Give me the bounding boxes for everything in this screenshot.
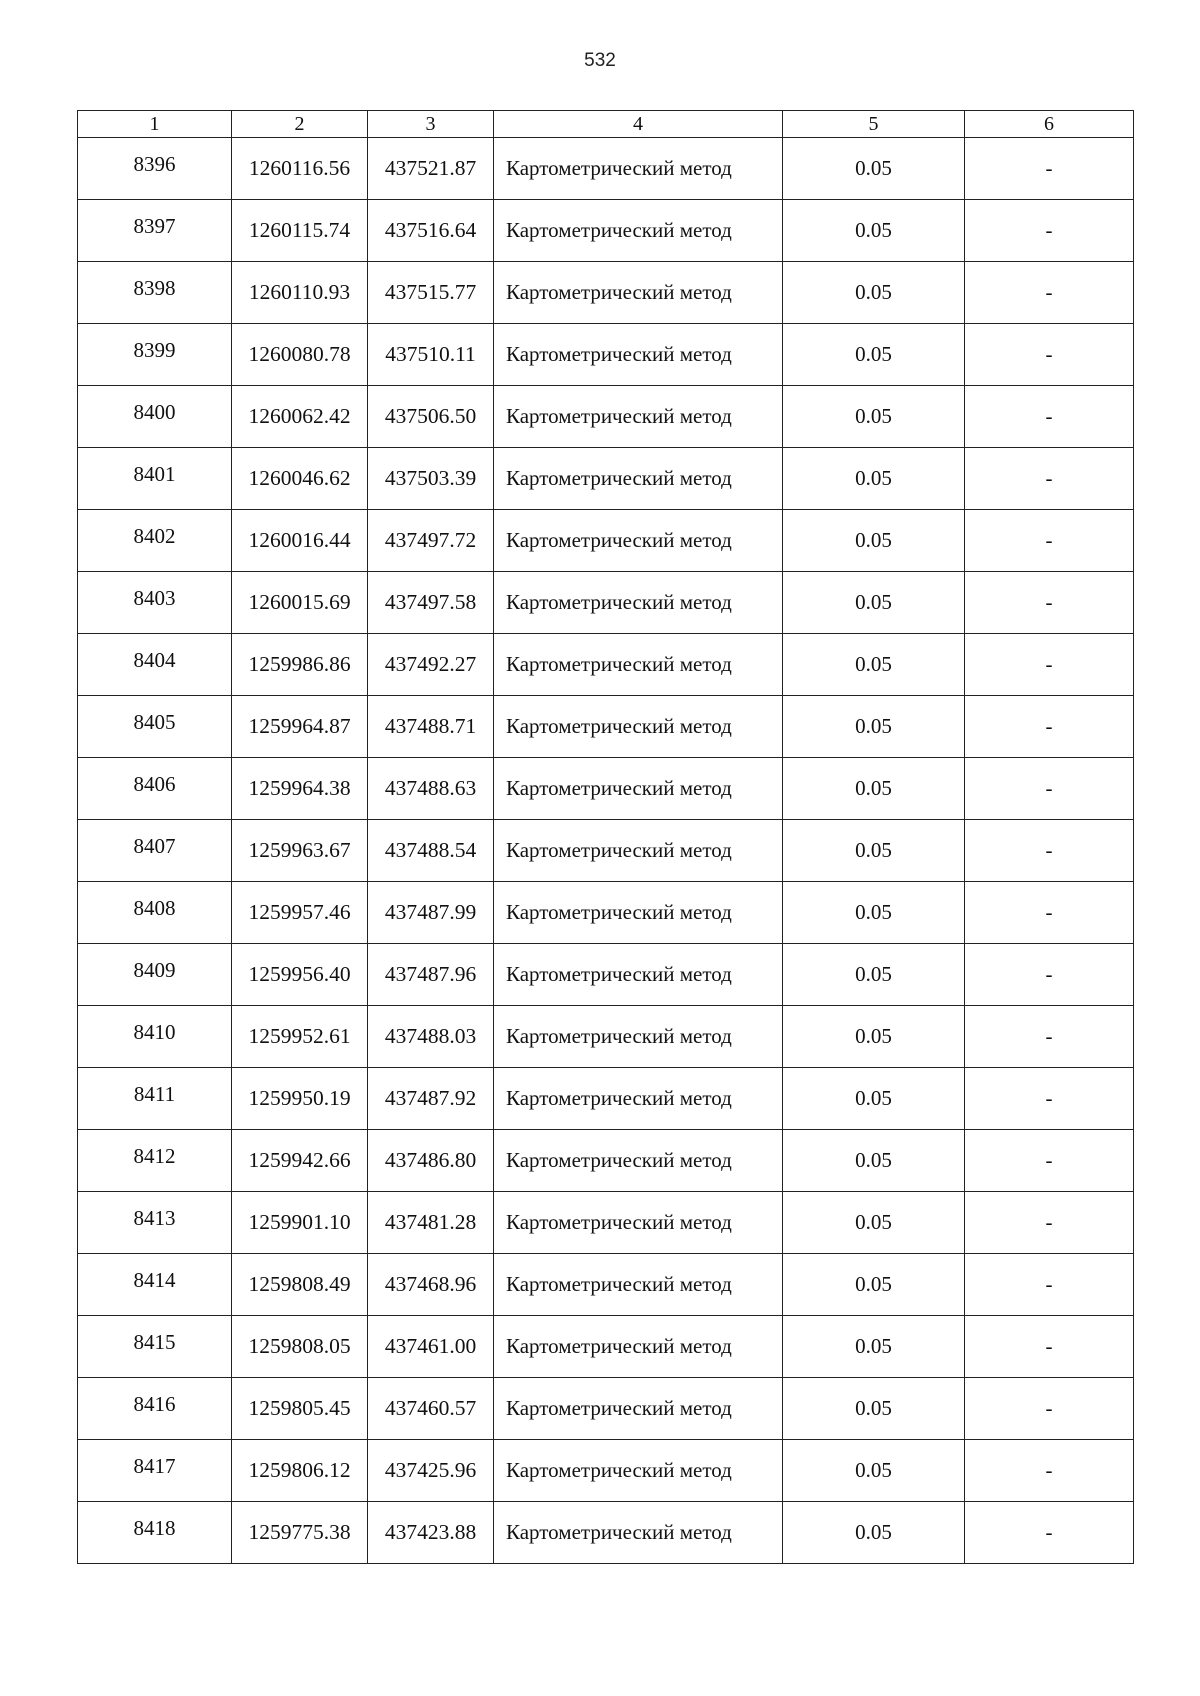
x-coordinate-cell: 1259986.86 [232, 634, 368, 696]
note-cell: - [965, 1440, 1134, 1502]
error-cell: 0.05 [783, 138, 965, 200]
point-number-cell: 8401 [78, 448, 232, 510]
table-row [78, 386, 1134, 448]
note-cell: - [965, 448, 1134, 510]
header-col-6: 6 [965, 111, 1134, 138]
point-number-cell: 8408 [78, 882, 232, 944]
y-coordinate-cell: 437487.99 [368, 882, 494, 944]
y-coordinate-cell: 437497.58 [368, 572, 494, 634]
header-col-1: 1 [78, 111, 232, 138]
method-cell: Картометрический метод [494, 1440, 783, 1502]
method-cell: Картометрический метод [494, 1006, 783, 1068]
point-number-cell: 8397 [78, 200, 232, 262]
error-cell: 0.05 [783, 200, 965, 262]
note-cell: - [965, 1316, 1134, 1378]
note-cell: - [965, 200, 1134, 262]
y-coordinate-cell: 437481.28 [368, 1192, 494, 1254]
x-coordinate-cell: 1259806.12 [232, 1440, 368, 1502]
note-cell: - [965, 1502, 1134, 1564]
error-cell: 0.05 [783, 1254, 965, 1316]
y-coordinate-cell: 437492.27 [368, 634, 494, 696]
x-coordinate-cell: 1260116.56 [232, 138, 368, 200]
table-row [78, 1254, 1134, 1316]
note-cell: - [965, 696, 1134, 758]
table-row [78, 1130, 1134, 1192]
error-cell: 0.05 [783, 386, 965, 448]
method-cell: Картометрический метод [494, 944, 783, 1006]
table-row [78, 262, 1134, 324]
error-cell: 0.05 [783, 882, 965, 944]
table-row [78, 324, 1134, 386]
error-cell: 0.05 [783, 696, 965, 758]
y-coordinate-cell: 437488.63 [368, 758, 494, 820]
note-cell: - [965, 138, 1134, 200]
y-coordinate-cell: 437461.00 [368, 1316, 494, 1378]
header-col-3: 3 [368, 111, 494, 138]
point-number-cell: 8400 [78, 386, 232, 448]
x-coordinate-cell: 1259964.87 [232, 696, 368, 758]
point-number-cell: 8412 [78, 1130, 232, 1192]
x-coordinate-cell: 1260046.62 [232, 448, 368, 510]
point-number-cell: 8417 [78, 1440, 232, 1502]
x-coordinate-cell: 1259805.45 [232, 1378, 368, 1440]
note-cell: - [965, 1130, 1134, 1192]
point-number-cell: 8415 [78, 1316, 232, 1378]
table-row [78, 1440, 1134, 1502]
table-row [78, 944, 1134, 1006]
table-row [78, 572, 1134, 634]
method-cell: Картометрический метод [494, 820, 783, 882]
error-cell: 0.05 [783, 634, 965, 696]
x-coordinate-cell: 1260115.74 [232, 200, 368, 262]
note-cell: - [965, 634, 1134, 696]
y-coordinate-cell: 437521.87 [368, 138, 494, 200]
note-cell: - [965, 1068, 1134, 1130]
point-number-cell: 8399 [78, 324, 232, 386]
point-number-cell: 8407 [78, 820, 232, 882]
header-col-4: 4 [494, 111, 783, 138]
method-cell: Картометрический метод [494, 1378, 783, 1440]
note-cell: - [965, 1378, 1134, 1440]
y-coordinate-cell: 437510.11 [368, 324, 494, 386]
x-coordinate-cell: 1259963.67 [232, 820, 368, 882]
table-row [78, 448, 1134, 510]
point-number-cell: 8416 [78, 1378, 232, 1440]
error-cell: 0.05 [783, 1006, 965, 1068]
y-coordinate-cell: 437425.96 [368, 1440, 494, 1502]
table-row [78, 1316, 1134, 1378]
note-cell: - [965, 386, 1134, 448]
table-row [78, 138, 1134, 200]
method-cell: Картометрический метод [494, 1130, 783, 1192]
note-cell: - [965, 882, 1134, 944]
table-body [78, 138, 1134, 1564]
error-cell: 0.05 [783, 572, 965, 634]
point-number-cell: 8406 [78, 758, 232, 820]
error-cell: 0.05 [783, 944, 965, 1006]
x-coordinate-cell: 1259950.19 [232, 1068, 368, 1130]
table-row [78, 820, 1134, 882]
note-cell: - [965, 324, 1134, 386]
x-coordinate-cell: 1259964.38 [232, 758, 368, 820]
y-coordinate-cell: 437423.88 [368, 1502, 494, 1564]
point-number-cell: 8405 [78, 696, 232, 758]
x-coordinate-cell: 1260062.42 [232, 386, 368, 448]
x-coordinate-cell: 1259775.38 [232, 1502, 368, 1564]
y-coordinate-cell: 437488.03 [368, 1006, 494, 1068]
method-cell: Картометрический метод [494, 138, 783, 200]
method-cell: Картометрический метод [494, 758, 783, 820]
method-cell: Картометрический метод [494, 572, 783, 634]
method-cell: Картометрический метод [494, 510, 783, 572]
table-row [78, 758, 1134, 820]
x-coordinate-cell: 1259808.05 [232, 1316, 368, 1378]
table-row [78, 634, 1134, 696]
point-number-cell: 8413 [78, 1192, 232, 1254]
table-row [78, 1378, 1134, 1440]
method-cell: Картометрический метод [494, 882, 783, 944]
point-number-cell: 8410 [78, 1006, 232, 1068]
point-number-cell: 8404 [78, 634, 232, 696]
error-cell: 0.05 [783, 1068, 965, 1130]
y-coordinate-cell: 437460.57 [368, 1378, 494, 1440]
x-coordinate-cell: 1260016.44 [232, 510, 368, 572]
x-coordinate-cell: 1260080.78 [232, 324, 368, 386]
coordinates-table [77, 110, 1134, 1564]
point-number-cell: 8418 [78, 1502, 232, 1564]
x-coordinate-cell: 1260015.69 [232, 572, 368, 634]
note-cell: - [965, 262, 1134, 324]
y-coordinate-cell: 437488.54 [368, 820, 494, 882]
table-row [78, 1006, 1134, 1068]
table-row [78, 1502, 1134, 1564]
method-cell: Картометрический метод [494, 324, 783, 386]
point-number-cell: 8396 [78, 138, 232, 200]
method-cell: Картометрический метод [494, 448, 783, 510]
note-cell: - [965, 820, 1134, 882]
x-coordinate-cell: 1259901.10 [232, 1192, 368, 1254]
note-cell: - [965, 1192, 1134, 1254]
method-cell: Картометрический метод [494, 262, 783, 324]
error-cell: 0.05 [783, 1440, 965, 1502]
point-number-cell: 8402 [78, 510, 232, 572]
y-coordinate-cell: 437488.71 [368, 696, 494, 758]
x-coordinate-cell: 1260110.93 [232, 262, 368, 324]
y-coordinate-cell: 437506.50 [368, 386, 494, 448]
y-coordinate-cell: 437515.77 [368, 262, 494, 324]
note-cell: - [965, 572, 1134, 634]
error-cell: 0.05 [783, 262, 965, 324]
header-col-5: 5 [783, 111, 965, 138]
error-cell: 0.05 [783, 1378, 965, 1440]
y-coordinate-cell: 437497.72 [368, 510, 494, 572]
error-cell: 0.05 [783, 1316, 965, 1378]
error-cell: 0.05 [783, 820, 965, 882]
page-number: 532 [584, 50, 616, 71]
point-number-cell: 8411 [78, 1068, 232, 1130]
point-number-cell: 8414 [78, 1254, 232, 1316]
error-cell: 0.05 [783, 448, 965, 510]
x-coordinate-cell: 1259808.49 [232, 1254, 368, 1316]
x-coordinate-cell: 1259942.66 [232, 1130, 368, 1192]
error-cell: 0.05 [783, 1130, 965, 1192]
error-cell: 0.05 [783, 510, 965, 572]
y-coordinate-cell: 437503.39 [368, 448, 494, 510]
method-cell: Картометрический метод [494, 634, 783, 696]
error-cell: 0.05 [783, 758, 965, 820]
table-row [78, 200, 1134, 262]
note-cell: - [965, 510, 1134, 572]
method-cell: Картометрический метод [494, 1254, 783, 1316]
header-row [78, 111, 1134, 138]
method-cell: Картометрический метод [494, 1502, 783, 1564]
point-number-cell: 8409 [78, 944, 232, 1006]
table-row [78, 1068, 1134, 1130]
x-coordinate-cell: 1259952.61 [232, 1006, 368, 1068]
x-coordinate-cell: 1259957.46 [232, 882, 368, 944]
coordinates-table-container [77, 110, 1133, 1564]
header-col-2: 2 [232, 111, 368, 138]
y-coordinate-cell: 437486.80 [368, 1130, 494, 1192]
table-row [78, 882, 1134, 944]
error-cell: 0.05 [783, 1192, 965, 1254]
error-cell: 0.05 [783, 1502, 965, 1564]
method-cell: Картометрический метод [494, 1316, 783, 1378]
note-cell: - [965, 1006, 1134, 1068]
point-number-cell: 8403 [78, 572, 232, 634]
method-cell: Картометрический метод [494, 1192, 783, 1254]
y-coordinate-cell: 437468.96 [368, 1254, 494, 1316]
table-row [78, 510, 1134, 572]
y-coordinate-cell: 437516.64 [368, 200, 494, 262]
error-cell: 0.05 [783, 324, 965, 386]
y-coordinate-cell: 437487.96 [368, 944, 494, 1006]
table-row [78, 1192, 1134, 1254]
note-cell: - [965, 758, 1134, 820]
x-coordinate-cell: 1259956.40 [232, 944, 368, 1006]
note-cell: - [965, 1254, 1134, 1316]
table-header [78, 111, 1134, 138]
method-cell: Картометрический метод [494, 386, 783, 448]
point-number-cell: 8398 [78, 262, 232, 324]
note-cell: - [965, 944, 1134, 1006]
y-coordinate-cell: 437487.92 [368, 1068, 494, 1130]
table-row [78, 696, 1134, 758]
method-cell: Картометрический метод [494, 1068, 783, 1130]
method-cell: Картометрический метод [494, 200, 783, 262]
method-cell: Картометрический метод [494, 696, 783, 758]
